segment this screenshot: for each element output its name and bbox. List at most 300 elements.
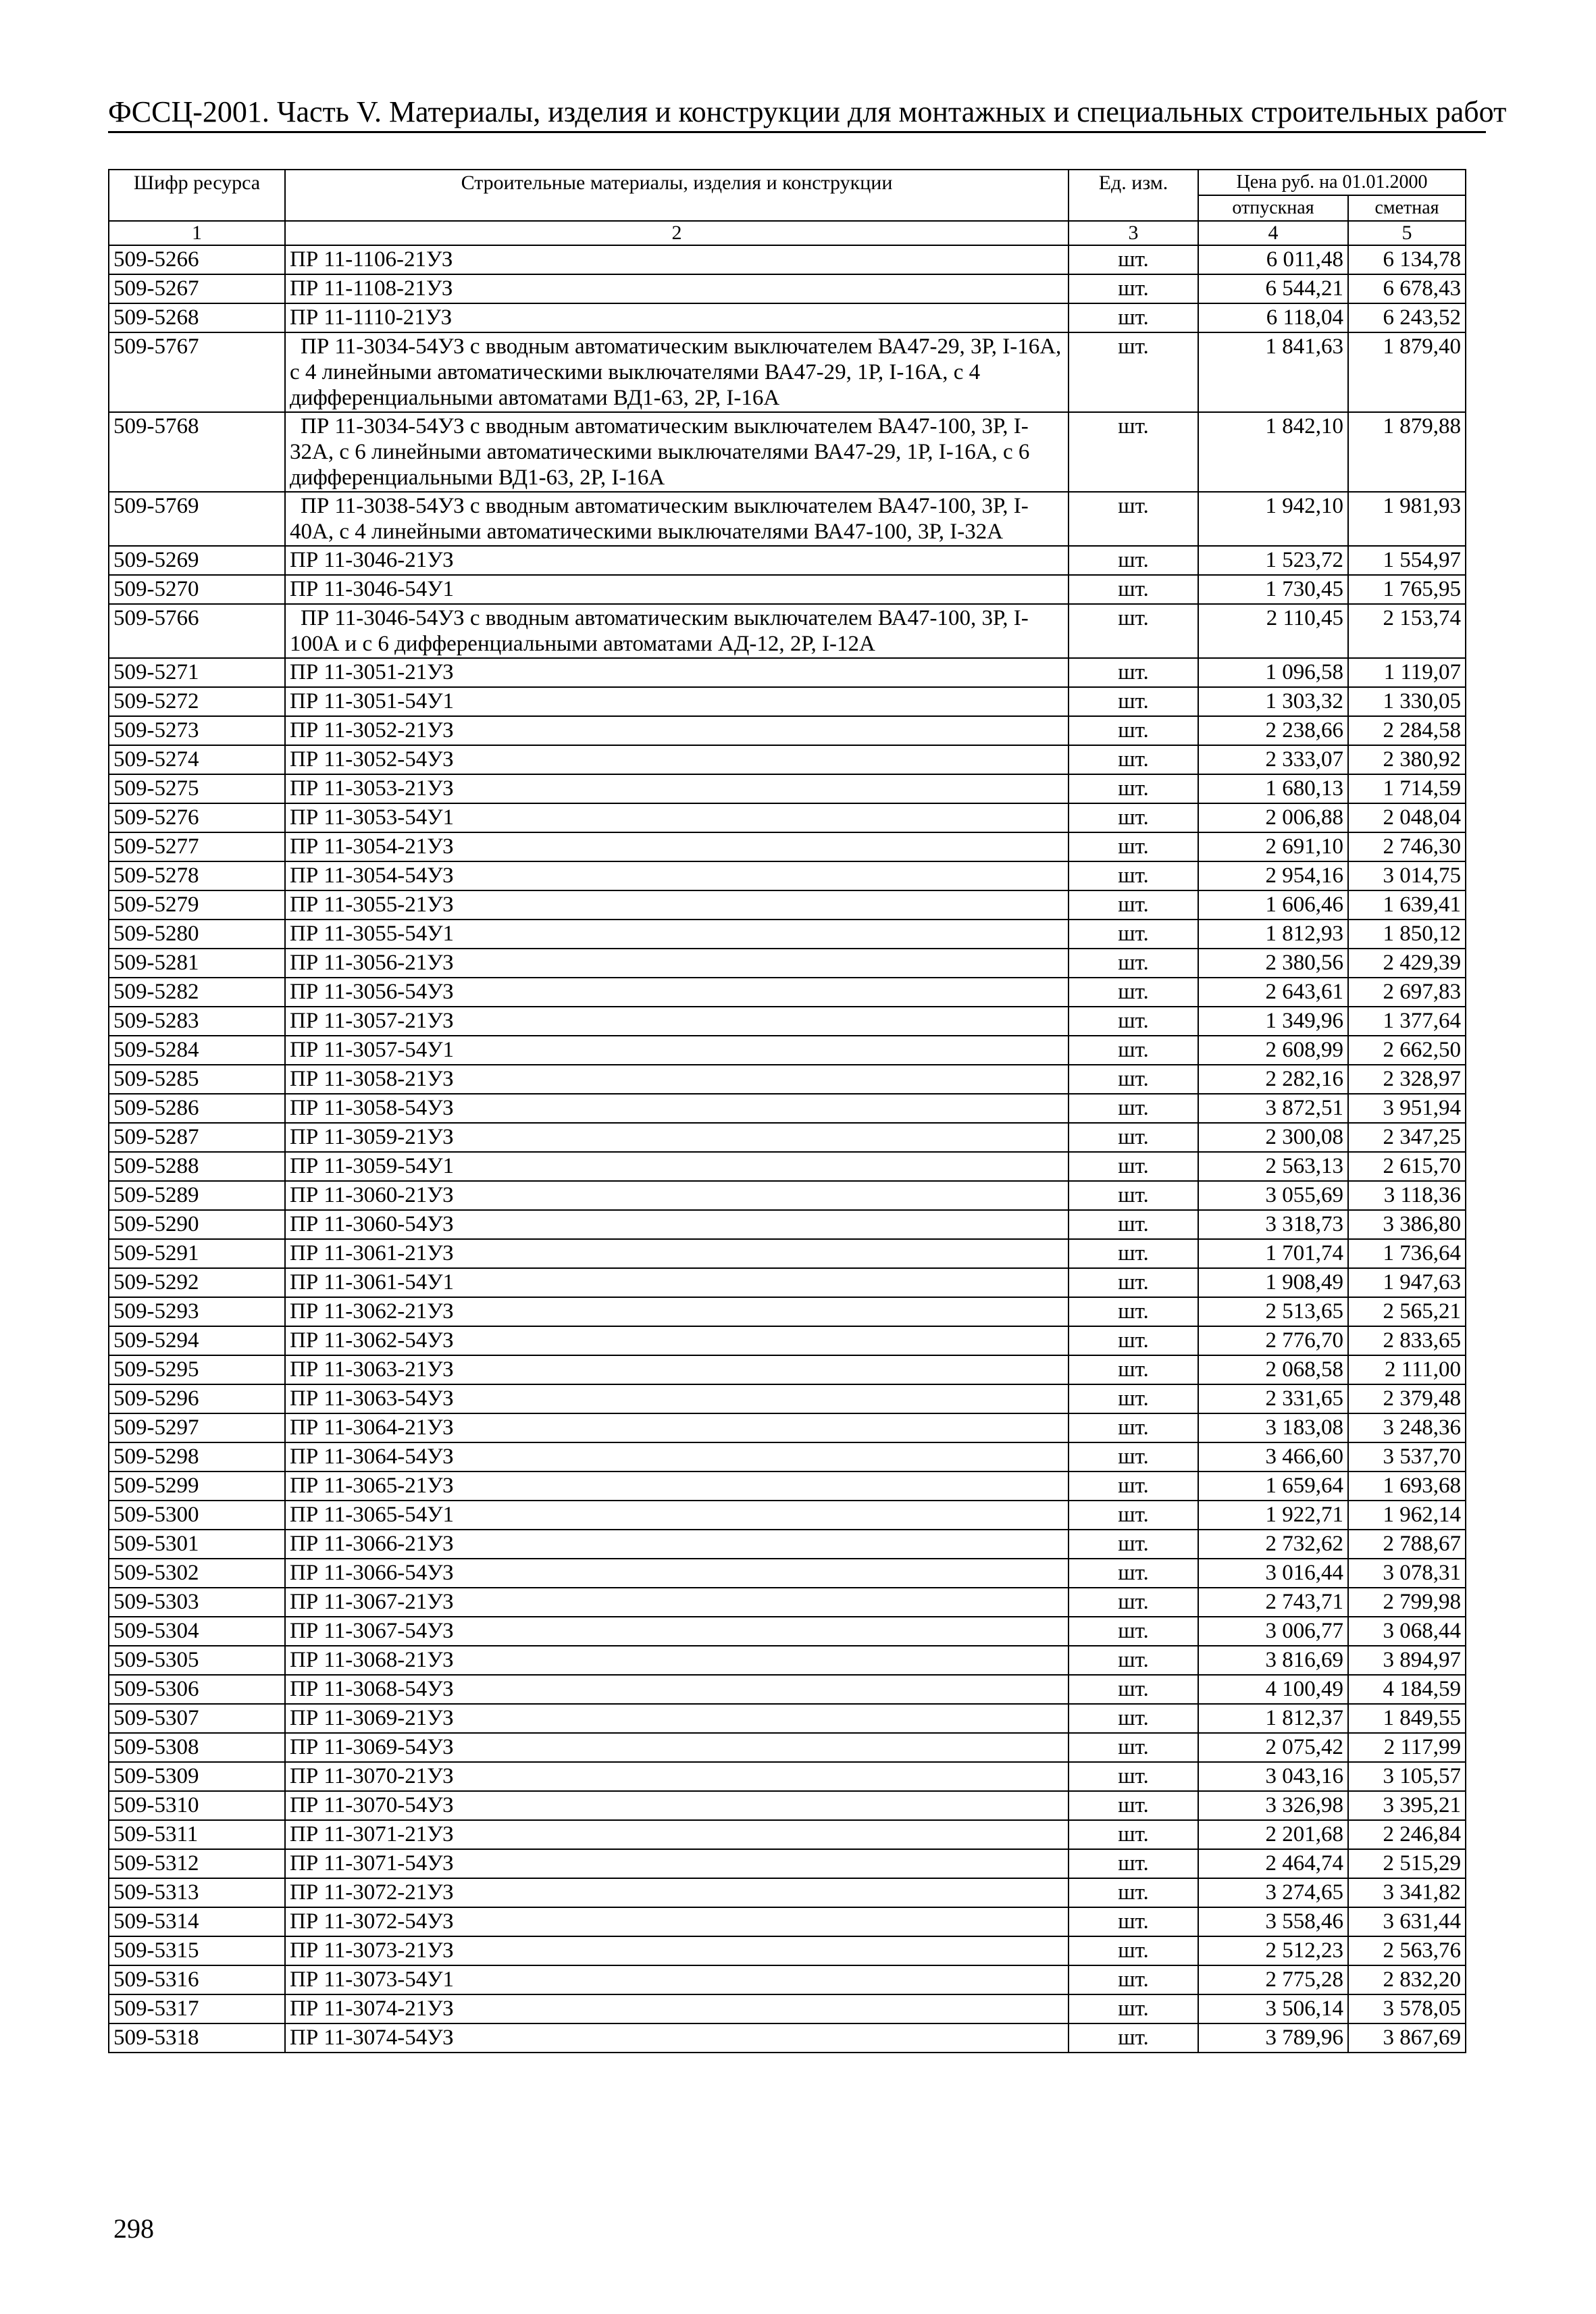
table-row bbox=[109, 861, 1466, 890]
resource-code-cell: 509-5272 bbox=[109, 687, 285, 716]
estimate-price-cell: 2 048,04 bbox=[1348, 803, 1466, 832]
unit-cell: шт. bbox=[1069, 2023, 1198, 2053]
resource-code-cell: 509-5315 bbox=[109, 1936, 285, 1965]
estimate-price-cell: 3 248,36 bbox=[1348, 1413, 1466, 1442]
material-name-cell: ПР 11-3070-21УЗ bbox=[285, 1762, 1069, 1791]
unit-cell: шт. bbox=[1069, 1442, 1198, 1472]
release-price-cell: 3 506,14 bbox=[1198, 1994, 1348, 2023]
estimate-price-cell: 1 119,07 bbox=[1348, 658, 1466, 687]
release-price-cell: 1 922,71 bbox=[1198, 1501, 1348, 1530]
release-price-cell: 1 841,63 bbox=[1198, 332, 1348, 412]
column-number: 5 bbox=[1348, 221, 1466, 245]
unit-cell: шт. bbox=[1069, 1675, 1198, 1704]
material-name-cell: ПР 11-3057-54У1 bbox=[285, 1036, 1069, 1065]
resource-code-cell: 509-5273 bbox=[109, 716, 285, 745]
table-row bbox=[109, 1239, 1466, 1268]
table-row bbox=[109, 1965, 1466, 1994]
unit-cell: шт. bbox=[1069, 303, 1198, 332]
resource-code-cell: 509-5288 bbox=[109, 1152, 285, 1181]
estimate-price-cell: 3 395,21 bbox=[1348, 1791, 1466, 1820]
table-row bbox=[109, 1559, 1466, 1588]
resource-code-cell: 509-5274 bbox=[109, 745, 285, 774]
unit-cell: шт. bbox=[1069, 745, 1198, 774]
table-row bbox=[109, 716, 1466, 745]
resource-code-cell: 509-5317 bbox=[109, 1994, 285, 2023]
resource-code-cell: 509-5284 bbox=[109, 1036, 285, 1065]
estimate-price-cell: 1 879,88 bbox=[1348, 412, 1466, 492]
table-row bbox=[109, 1297, 1466, 1326]
unit-cell: шт. bbox=[1069, 658, 1198, 687]
release-price-cell: 3 558,46 bbox=[1198, 1907, 1348, 1936]
resource-code-cell: 509-5276 bbox=[109, 803, 285, 832]
resource-code-cell: 509-5268 bbox=[109, 303, 285, 332]
unit-cell: шт. bbox=[1069, 1965, 1198, 1994]
unit-cell: шт. bbox=[1069, 1994, 1198, 2023]
unit-cell: шт. bbox=[1069, 1413, 1198, 1442]
material-name-cell: ПР 11-3074-54УЗ bbox=[285, 2023, 1069, 2053]
table-row bbox=[109, 332, 1466, 412]
estimate-price-cell: 6 243,52 bbox=[1348, 303, 1466, 332]
resource-code-cell: 509-5285 bbox=[109, 1065, 285, 1094]
estimate-price-cell: 2 662,50 bbox=[1348, 1036, 1466, 1065]
resource-code-cell: 509-5282 bbox=[109, 978, 285, 1007]
table-row bbox=[109, 245, 1466, 274]
release-price-cell: 2 732,62 bbox=[1198, 1530, 1348, 1559]
unit-cell: шт. bbox=[1069, 978, 1198, 1007]
release-price-cell: 3 816,69 bbox=[1198, 1646, 1348, 1675]
unit-cell: шт. bbox=[1069, 1094, 1198, 1123]
material-name-cell: ПР 11-3055-54У1 bbox=[285, 920, 1069, 949]
page-number: 298 bbox=[113, 2213, 154, 2244]
unit-cell: шт. bbox=[1069, 1762, 1198, 1791]
resource-code-cell: 509-5306 bbox=[109, 1675, 285, 1704]
resource-code-cell: 509-5318 bbox=[109, 2023, 285, 2053]
estimate-price-cell: 3 078,31 bbox=[1348, 1559, 1466, 1588]
estimate-price-cell: 1 377,64 bbox=[1348, 1007, 1466, 1036]
estimate-price-cell: 1 962,14 bbox=[1348, 1501, 1466, 1530]
resource-code-cell: 509-5278 bbox=[109, 861, 285, 890]
release-price-cell: 6 544,21 bbox=[1198, 274, 1348, 303]
table-row bbox=[109, 1210, 1466, 1239]
material-name-cell: ПР 11-3054-21УЗ bbox=[285, 832, 1069, 861]
release-price-cell: 3 043,16 bbox=[1198, 1762, 1348, 1791]
resource-code-cell: 509-5291 bbox=[109, 1239, 285, 1268]
resource-code-cell: 509-5277 bbox=[109, 832, 285, 861]
table-row bbox=[109, 687, 1466, 716]
material-name-cell: ПР 11-3053-21УЗ bbox=[285, 774, 1069, 803]
material-name-cell: ПР 11-3046-21УЗ bbox=[285, 546, 1069, 575]
material-name-cell: ПР 11-3058-54УЗ bbox=[285, 1094, 1069, 1123]
table-row bbox=[109, 604, 1466, 658]
unit-cell: шт. bbox=[1069, 1036, 1198, 1065]
unit-cell: шт. bbox=[1069, 1007, 1198, 1036]
table-row bbox=[109, 1994, 1466, 2023]
unit-cell: шт. bbox=[1069, 1733, 1198, 1762]
estimate-price-cell: 2 429,39 bbox=[1348, 949, 1466, 978]
release-price-cell: 1 680,13 bbox=[1198, 774, 1348, 803]
resource-code-cell: 509-5283 bbox=[109, 1007, 285, 1036]
material-name-cell: ПР 11-1110-21УЗ bbox=[285, 303, 1069, 332]
unit-cell: шт. bbox=[1069, 1559, 1198, 1588]
estimate-price-cell: 2 697,83 bbox=[1348, 978, 1466, 1007]
estimate-price-cell: 1 714,59 bbox=[1348, 774, 1466, 803]
material-name-cell: ПР 11-3065-54У1 bbox=[285, 1501, 1069, 1530]
table-row bbox=[109, 1936, 1466, 1965]
material-name-cell: ПР 11-3073-54У1 bbox=[285, 1965, 1069, 1994]
resource-code-cell: 509-5313 bbox=[109, 1878, 285, 1907]
release-price-cell: 2 331,65 bbox=[1198, 1384, 1348, 1413]
estimate-price-cell: 4 184,59 bbox=[1348, 1675, 1466, 1704]
release-price-cell: 1 908,49 bbox=[1198, 1268, 1348, 1297]
estimate-price-cell: 6 134,78 bbox=[1348, 245, 1466, 274]
release-price-cell: 2 776,70 bbox=[1198, 1326, 1348, 1355]
estimate-price-cell: 1 693,68 bbox=[1348, 1472, 1466, 1501]
release-price-cell: 2 201,68 bbox=[1198, 1820, 1348, 1849]
table-row bbox=[109, 546, 1466, 575]
resource-code-cell: 509-5279 bbox=[109, 890, 285, 920]
unit-cell: шт. bbox=[1069, 1936, 1198, 1965]
material-name-cell: ПР 11-3034-54УЗ с вводным автоматическим выключателем ВА47-100, 3Р, I-32А, с 6 линейными автоматическими выключателями ВА47-29, 1Р, I-16А, с 6 дифференциальными ВД1-63, 2Р, I-16А bbox=[285, 412, 1069, 492]
unit-cell: шт. bbox=[1069, 1704, 1198, 1733]
table-row bbox=[109, 303, 1466, 332]
material-name-cell: ПР 11-3058-21УЗ bbox=[285, 1065, 1069, 1094]
resource-code-cell: 509-5305 bbox=[109, 1646, 285, 1675]
release-price-cell: 3 326,98 bbox=[1198, 1791, 1348, 1820]
column-header-price-release: отпускная bbox=[1198, 195, 1348, 221]
resource-code-cell: 509-5303 bbox=[109, 1588, 285, 1617]
unit-cell: шт. bbox=[1069, 687, 1198, 716]
unit-cell: шт. bbox=[1069, 803, 1198, 832]
estimate-price-cell: 3 068,44 bbox=[1348, 1617, 1466, 1646]
resource-code-cell: 509-5290 bbox=[109, 1210, 285, 1239]
unit-cell: шт. bbox=[1069, 412, 1198, 492]
release-price-cell: 1 349,96 bbox=[1198, 1007, 1348, 1036]
estimate-price-cell: 3 341,82 bbox=[1348, 1878, 1466, 1907]
material-name-cell: ПР 11-3046-54У1 bbox=[285, 575, 1069, 604]
unit-cell: шт. bbox=[1069, 1501, 1198, 1530]
material-name-cell: ПР 11-1106-21УЗ bbox=[285, 245, 1069, 274]
estimate-price-cell: 1 947,63 bbox=[1348, 1268, 1466, 1297]
resource-code-cell: 509-5296 bbox=[109, 1384, 285, 1413]
release-price-cell: 1 701,74 bbox=[1198, 1239, 1348, 1268]
estimate-price-cell: 2 117,99 bbox=[1348, 1733, 1466, 1762]
table-row bbox=[109, 978, 1466, 1007]
release-price-cell: 2 006,88 bbox=[1198, 803, 1348, 832]
estimate-price-cell: 6 678,43 bbox=[1348, 274, 1466, 303]
unit-cell: шт. bbox=[1069, 920, 1198, 949]
resource-code-cell: 509-5307 bbox=[109, 1704, 285, 1733]
release-price-cell: 2 691,10 bbox=[1198, 832, 1348, 861]
unit-cell: шт. bbox=[1069, 1646, 1198, 1675]
material-name-cell: ПР 11-3072-54УЗ bbox=[285, 1907, 1069, 1936]
estimate-price-cell: 3 894,97 bbox=[1348, 1646, 1466, 1675]
table-row bbox=[109, 1878, 1466, 1907]
resource-code-cell: 509-5269 bbox=[109, 546, 285, 575]
material-name-cell: ПР 11-3060-54УЗ bbox=[285, 1210, 1069, 1239]
table-row bbox=[109, 1617, 1466, 1646]
table-row bbox=[109, 745, 1466, 774]
release-price-cell: 2 775,28 bbox=[1198, 1965, 1348, 1994]
unit-cell: шт. bbox=[1069, 604, 1198, 658]
estimate-price-cell: 1 736,64 bbox=[1348, 1239, 1466, 1268]
estimate-price-cell: 3 386,80 bbox=[1348, 1210, 1466, 1239]
unit-cell: шт. bbox=[1069, 1849, 1198, 1878]
resource-code-cell: 509-5266 bbox=[109, 245, 285, 274]
resource-code-cell: 509-5267 bbox=[109, 274, 285, 303]
estimate-price-cell: 1 554,97 bbox=[1348, 546, 1466, 575]
resource-code-cell: 509-5289 bbox=[109, 1181, 285, 1210]
unit-cell: шт. bbox=[1069, 949, 1198, 978]
resource-code-cell: 509-5310 bbox=[109, 1791, 285, 1820]
resource-code-cell: 509-5295 bbox=[109, 1355, 285, 1384]
material-name-cell: ПР 11-3055-21УЗ bbox=[285, 890, 1069, 920]
resource-code-cell: 509-5300 bbox=[109, 1501, 285, 1530]
material-name-cell: ПР 11-3046-54УЗ с вводным автоматическим выключателем ВА47-100, 3Р, I-100А и с 6 дифференциальными автоматами АД-12, 2Р, I-12А bbox=[285, 604, 1069, 658]
release-price-cell: 3 016,44 bbox=[1198, 1559, 1348, 1588]
material-name-cell: ПР 11-3064-21УЗ bbox=[285, 1413, 1069, 1442]
material-name-cell: ПР 11-3063-54УЗ bbox=[285, 1384, 1069, 1413]
column-header-code: Шифр ресурса bbox=[109, 170, 285, 221]
column-number: 4 bbox=[1198, 221, 1348, 245]
table-row bbox=[109, 949, 1466, 978]
table-row bbox=[109, 1123, 1466, 1152]
estimate-price-cell: 3 105,57 bbox=[1348, 1762, 1466, 1791]
table-row bbox=[109, 274, 1466, 303]
estimate-price-cell: 2 380,92 bbox=[1348, 745, 1466, 774]
release-price-cell: 2 608,99 bbox=[1198, 1036, 1348, 1065]
material-name-cell: ПР 11-3069-21УЗ bbox=[285, 1704, 1069, 1733]
resource-code-cell: 509-5281 bbox=[109, 949, 285, 978]
material-name-cell: ПР 11-3063-21УЗ bbox=[285, 1355, 1069, 1384]
material-name-cell: ПР 11-3071-54УЗ bbox=[285, 1849, 1069, 1878]
material-name-cell: ПР 11-3062-21УЗ bbox=[285, 1297, 1069, 1326]
estimate-price-cell: 1 639,41 bbox=[1348, 890, 1466, 920]
resource-code-cell: 509-5286 bbox=[109, 1094, 285, 1123]
unit-cell: шт. bbox=[1069, 890, 1198, 920]
material-name-cell: ПР 11-3066-21УЗ bbox=[285, 1530, 1069, 1559]
resource-code-cell: 509-5292 bbox=[109, 1268, 285, 1297]
material-name-cell: ПР 11-3066-54УЗ bbox=[285, 1559, 1069, 1588]
table-row bbox=[109, 658, 1466, 687]
table-row bbox=[109, 1675, 1466, 1704]
unit-cell: шт. bbox=[1069, 1791, 1198, 1820]
release-price-cell: 1 659,64 bbox=[1198, 1472, 1348, 1501]
release-price-cell: 1 812,93 bbox=[1198, 920, 1348, 949]
unit-cell: шт. bbox=[1069, 1152, 1198, 1181]
resource-code-cell: 509-5314 bbox=[109, 1907, 285, 1936]
column-header-name: Строительные материалы, изделия и конструкции bbox=[285, 170, 1069, 221]
column-number: 2 bbox=[285, 221, 1069, 245]
column-header-price-group: Цена руб. на 01.01.2000 bbox=[1198, 170, 1466, 195]
table-row bbox=[109, 1094, 1466, 1123]
table-row bbox=[109, 1704, 1466, 1733]
resource-code-cell: 509-5312 bbox=[109, 1849, 285, 1878]
column-header-price-estimate: сметная bbox=[1348, 195, 1466, 221]
unit-cell: шт. bbox=[1069, 1065, 1198, 1094]
unit-cell: шт. bbox=[1069, 1181, 1198, 1210]
resource-code-cell: 509-5766 bbox=[109, 604, 285, 658]
release-price-cell: 2 282,16 bbox=[1198, 1065, 1348, 1094]
table-row bbox=[109, 1791, 1466, 1820]
table-row bbox=[109, 1442, 1466, 1472]
unit-cell: шт. bbox=[1069, 861, 1198, 890]
release-price-cell: 2 513,65 bbox=[1198, 1297, 1348, 1326]
release-price-cell: 1 606,46 bbox=[1198, 890, 1348, 920]
release-price-cell: 6 011,48 bbox=[1198, 245, 1348, 274]
material-name-cell: ПР 11-3059-21УЗ bbox=[285, 1123, 1069, 1152]
resource-code-cell: 509-5768 bbox=[109, 412, 285, 492]
unit-cell: шт. bbox=[1069, 1907, 1198, 1936]
resource-code-cell: 509-5270 bbox=[109, 575, 285, 604]
table-row bbox=[109, 1326, 1466, 1355]
table-row bbox=[109, 1355, 1466, 1384]
unit-cell: шт. bbox=[1069, 1123, 1198, 1152]
unit-cell: шт. bbox=[1069, 1239, 1198, 1268]
table-row bbox=[109, 2023, 1466, 2053]
table-row bbox=[109, 1733, 1466, 1762]
material-name-cell: ПР 11-3060-21УЗ bbox=[285, 1181, 1069, 1210]
unit-cell: шт. bbox=[1069, 1326, 1198, 1355]
unit-cell: шт. bbox=[1069, 716, 1198, 745]
resource-code-cell: 509-5769 bbox=[109, 492, 285, 546]
release-price-cell: 3 466,60 bbox=[1198, 1442, 1348, 1472]
release-price-cell: 4 100,49 bbox=[1198, 1675, 1348, 1704]
unit-cell: шт. bbox=[1069, 832, 1198, 861]
material-name-cell: ПР 11-3053-54У1 bbox=[285, 803, 1069, 832]
table-row bbox=[109, 492, 1466, 546]
material-name-cell: ПР 11-3034-54УЗ с вводным автоматическим выключателем ВА47-29, 3Р, I-16А, с 4 линейными автоматическими выключателями ВА47-29, 1Р, I-16А, с 4 дифференциальными автоматами ВД1-63, 2Р, I-16А bbox=[285, 332, 1069, 412]
table-row bbox=[109, 1646, 1466, 1675]
table-row bbox=[109, 1849, 1466, 1878]
material-name-cell: ПР 11-3056-54УЗ bbox=[285, 978, 1069, 1007]
material-name-cell: ПР 11-3052-21УЗ bbox=[285, 716, 1069, 745]
table-row bbox=[109, 1268, 1466, 1297]
unit-cell: шт. bbox=[1069, 1268, 1198, 1297]
table-row bbox=[109, 920, 1466, 949]
table-row bbox=[109, 890, 1466, 920]
resource-code-cell: 509-5316 bbox=[109, 1965, 285, 1994]
table-row bbox=[109, 1501, 1466, 1530]
estimate-price-cell: 3 118,36 bbox=[1348, 1181, 1466, 1210]
release-price-cell: 3 055,69 bbox=[1198, 1181, 1348, 1210]
table-row bbox=[109, 575, 1466, 604]
column-header-unit: Ед. изм. bbox=[1069, 170, 1198, 221]
unit-cell: шт. bbox=[1069, 575, 1198, 604]
estimate-price-cell: 1 850,12 bbox=[1348, 920, 1466, 949]
release-price-cell: 2 380,56 bbox=[1198, 949, 1348, 978]
estimate-price-cell: 3 578,05 bbox=[1348, 1994, 1466, 2023]
resource-code-cell: 509-5280 bbox=[109, 920, 285, 949]
page-header bbox=[108, 95, 1507, 133]
table-row bbox=[109, 1065, 1466, 1094]
release-price-cell: 1 730,45 bbox=[1198, 575, 1348, 604]
estimate-price-cell: 2 515,29 bbox=[1348, 1849, 1466, 1878]
resource-code-cell: 509-5308 bbox=[109, 1733, 285, 1762]
resource-code-cell: 509-5293 bbox=[109, 1297, 285, 1326]
material-name-cell: ПР 11-3051-54У1 bbox=[285, 687, 1069, 716]
table-row bbox=[109, 1472, 1466, 1501]
column-number: 1 bbox=[109, 221, 285, 245]
estimate-price-cell: 2 379,48 bbox=[1348, 1384, 1466, 1413]
price-table bbox=[108, 169, 1466, 2053]
release-price-cell: 3 872,51 bbox=[1198, 1094, 1348, 1123]
resource-code-cell: 509-5294 bbox=[109, 1326, 285, 1355]
table-header bbox=[109, 170, 1466, 245]
estimate-price-cell: 3 537,70 bbox=[1348, 1442, 1466, 1472]
estimate-price-cell: 2 833,65 bbox=[1348, 1326, 1466, 1355]
unit-cell: шт. bbox=[1069, 1617, 1198, 1646]
resource-code-cell: 509-5302 bbox=[109, 1559, 285, 1588]
unit-cell: шт. bbox=[1069, 1820, 1198, 1849]
release-price-cell: 1 523,72 bbox=[1198, 546, 1348, 575]
table-row bbox=[109, 803, 1466, 832]
release-price-cell: 2 238,66 bbox=[1198, 716, 1348, 745]
table-row bbox=[109, 1007, 1466, 1036]
material-name-cell: ПР 11-3057-21УЗ bbox=[285, 1007, 1069, 1036]
material-name-cell: ПР 11-3074-21УЗ bbox=[285, 1994, 1069, 2023]
unit-cell: шт. bbox=[1069, 1472, 1198, 1501]
estimate-price-cell: 2 799,98 bbox=[1348, 1588, 1466, 1617]
material-name-cell: ПР 11-3054-54УЗ bbox=[285, 861, 1069, 890]
unit-cell: шт. bbox=[1069, 492, 1198, 546]
release-price-cell: 2 743,71 bbox=[1198, 1588, 1348, 1617]
resource-code-cell: 509-5304 bbox=[109, 1617, 285, 1646]
material-name-cell: ПР 11-3071-21УЗ bbox=[285, 1820, 1069, 1849]
material-name-cell: ПР 11-3051-21УЗ bbox=[285, 658, 1069, 687]
resource-code-cell: 509-5301 bbox=[109, 1530, 285, 1559]
estimate-price-cell: 2 246,84 bbox=[1348, 1820, 1466, 1849]
material-name-cell: ПР 11-3067-54УЗ bbox=[285, 1617, 1069, 1646]
estimate-price-cell: 2 328,97 bbox=[1348, 1065, 1466, 1094]
unit-cell: шт. bbox=[1069, 1297, 1198, 1326]
table-row bbox=[109, 1036, 1466, 1065]
release-price-cell: 1 096,58 bbox=[1198, 658, 1348, 687]
page-title: ФССЦ-2001. Часть V. Материалы, изделия и конструкции для монтажных и специальных строительных работ bbox=[108, 95, 1507, 128]
estimate-price-cell: 1 981,93 bbox=[1348, 492, 1466, 546]
unit-cell: шт. bbox=[1069, 1384, 1198, 1413]
column-number-row bbox=[109, 221, 1466, 245]
release-price-cell: 2 954,16 bbox=[1198, 861, 1348, 890]
unit-cell: шт. bbox=[1069, 546, 1198, 575]
estimate-price-cell: 3 951,94 bbox=[1348, 1094, 1466, 1123]
estimate-price-cell: 3 867,69 bbox=[1348, 2023, 1466, 2053]
table-row bbox=[109, 774, 1466, 803]
release-price-cell: 2 563,13 bbox=[1198, 1152, 1348, 1181]
estimate-price-cell: 2 563,76 bbox=[1348, 1936, 1466, 1965]
resource-code-cell: 509-5311 bbox=[109, 1820, 285, 1849]
release-price-cell: 2 333,07 bbox=[1198, 745, 1348, 774]
resource-code-cell: 509-5297 bbox=[109, 1413, 285, 1442]
estimate-price-cell: 2 111,00 bbox=[1348, 1355, 1466, 1384]
unit-cell: шт. bbox=[1069, 1355, 1198, 1384]
estimate-price-cell: 2 153,74 bbox=[1348, 604, 1466, 658]
material-name-cell: ПР 11-1108-21УЗ bbox=[285, 274, 1069, 303]
release-price-cell: 3 183,08 bbox=[1198, 1413, 1348, 1442]
material-name-cell: ПР 11-3069-54УЗ bbox=[285, 1733, 1069, 1762]
unit-cell: шт. bbox=[1069, 1588, 1198, 1617]
material-name-cell: ПР 11-3067-21УЗ bbox=[285, 1588, 1069, 1617]
release-price-cell: 3 318,73 bbox=[1198, 1210, 1348, 1239]
release-price-cell: 6 118,04 bbox=[1198, 303, 1348, 332]
material-name-cell: ПР 11-3061-21УЗ bbox=[285, 1239, 1069, 1268]
release-price-cell: 3 789,96 bbox=[1198, 2023, 1348, 2053]
material-name-cell: ПР 11-3064-54УЗ bbox=[285, 1442, 1069, 1472]
table-row bbox=[109, 1907, 1466, 1936]
release-price-cell: 1 842,10 bbox=[1198, 412, 1348, 492]
table-row bbox=[109, 1413, 1466, 1442]
release-price-cell: 3 274,65 bbox=[1198, 1878, 1348, 1907]
material-name-cell: ПР 11-3072-21УЗ bbox=[285, 1878, 1069, 1907]
